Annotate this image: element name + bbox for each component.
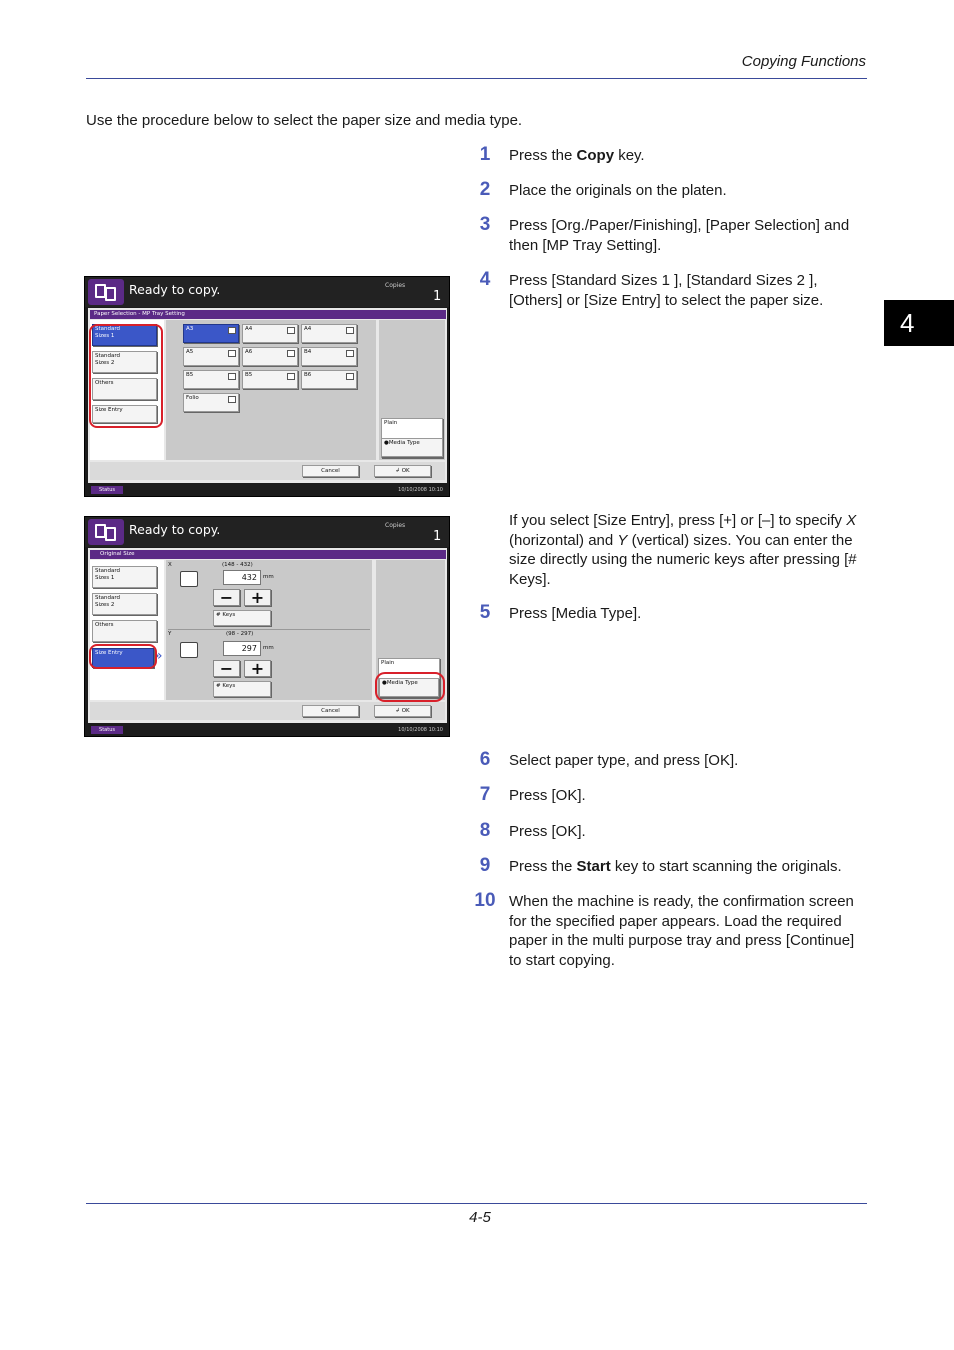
media-type-button[interactable]: ●Media Type (379, 678, 439, 697)
y-unit: mm (263, 645, 274, 651)
standard-sizes-1-button[interactable]: Standard Sizes 1 (92, 566, 157, 588)
status-strip (85, 485, 449, 496)
date-time: 10/10/2008 10:10 (398, 487, 443, 493)
step-text: Press [Standard Sizes 1 ], [Standard Sizes 2 ], [Others] or [Size Entry] to select the paper size. (509, 272, 824, 309)
size-b4-button[interactable]: B4 (301, 347, 357, 366)
ok-button[interactable]: ↲ OK (374, 465, 431, 477)
x-value-field[interactable]: 432 (223, 570, 261, 585)
copies-label: Copies (385, 282, 406, 289)
size-b6-button[interactable]: B6 (301, 370, 357, 389)
step-number: 2 (479, 179, 491, 200)
y-value-field[interactable]: 297 (223, 641, 261, 656)
size-b5r-button[interactable]: B5 (242, 370, 298, 389)
panel-body (88, 548, 447, 723)
chapter-tab: 4 (884, 300, 954, 346)
step-number: 1 (479, 144, 491, 165)
panel-body (88, 308, 447, 483)
size-entry-button[interactable]: Size Entry (92, 405, 157, 423)
size-a3-button[interactable]: A3 (183, 324, 239, 343)
size-entry-button[interactable]: Size Entry (92, 648, 154, 668)
x-minus-button[interactable]: − (213, 589, 240, 606)
paper-x-icon (180, 571, 198, 587)
size-a6-button[interactable]: A6 (242, 347, 298, 366)
step-text: Press the Start key to start scanning the originals. (509, 858, 842, 875)
intro-text: Use the procedure below to select the paper size and media type. (86, 112, 523, 129)
panel-bottom-bar (90, 462, 445, 480)
cancel-button[interactable]: Cancel (302, 705, 359, 717)
y-minus-button[interactable]: − (213, 660, 240, 677)
standard-sizes-2-button[interactable]: Standard Sizes 2 (92, 593, 157, 615)
panel-screen-original-size (84, 516, 450, 737)
step-number: 10 (474, 890, 496, 911)
step-text: Press [OK]. (509, 823, 586, 840)
panel-top-bar (85, 277, 449, 307)
media-value: Plain (384, 420, 398, 426)
step-number: 8 (479, 820, 491, 841)
size-b5-button[interactable]: B5 (183, 370, 239, 389)
x-range: (148 - 432) (222, 562, 253, 568)
step-number: 9 (479, 855, 491, 876)
divider (168, 629, 370, 630)
header-rule (86, 78, 867, 79)
running-header: Copying Functions (741, 53, 866, 70)
size-folio-button[interactable]: Folio (183, 393, 239, 412)
size-entry-note: If you select [Size Entry], press [+] or [–] to specify X (horizontal) and Y (vertical) sizes. You can enter the size directly using the numeric keys after pressing [# Keys]. (509, 512, 857, 588)
step-text: Press [OK]. (509, 787, 586, 804)
size-category-column (90, 560, 164, 700)
copy-icon (88, 519, 124, 545)
standard-sizes-2-button[interactable]: Standard Sizes 2 (92, 351, 157, 373)
panel-title-bar: Original Size (90, 550, 446, 559)
footer-rule (86, 1203, 867, 1204)
panel-top-bar (85, 517, 449, 547)
media-column (379, 320, 445, 460)
ready-message: Ready to copy. (129, 522, 221, 537)
copies-value: 1 (433, 529, 442, 544)
page-number: 4-5 (469, 1209, 491, 1226)
others-button[interactable]: Others (92, 620, 157, 642)
size-entry-area (166, 560, 372, 700)
ready-message: Ready to copy. (129, 282, 221, 297)
highlight-ring (89, 324, 163, 428)
standard-sizes-1-button[interactable]: Standard Sizes 1 (92, 324, 157, 346)
step-number: 7 (479, 784, 491, 805)
step-text: When the machine is ready, the confirmation screen for the specified paper appears. Load the required paper in the multi purpose tray and press [Continue] to start copying. (509, 893, 855, 969)
step-number: 6 (479, 749, 491, 770)
chevron-right-icon: » (154, 648, 163, 664)
x-unit: mm (263, 574, 274, 580)
media-value: Plain (381, 660, 395, 666)
step-number: 5 (479, 602, 491, 623)
panel-title-bar: Paper Selection - MP Tray Setting (90, 310, 446, 319)
status-strip (85, 725, 449, 736)
ok-button[interactable]: ↲ OK (374, 705, 431, 717)
copies-value: 1 (433, 289, 442, 304)
size-a4-button[interactable]: A4 (242, 324, 298, 343)
x-axis-label: X (168, 562, 172, 568)
step-text: Select paper type, and press [OK]. (509, 752, 739, 769)
step-text: Place the originals on the platen. (509, 182, 727, 199)
step-number: 3 (479, 214, 491, 235)
status-button[interactable]: Status (91, 486, 123, 494)
highlight-ring (89, 644, 157, 669)
y-plus-button[interactable]: + (244, 660, 271, 677)
copies-label: Copies (385, 522, 406, 529)
x-plus-button[interactable]: + (244, 589, 271, 606)
paper-y-icon (180, 642, 198, 658)
highlight-ring (375, 672, 445, 702)
step-text: Press [Media Type]. (509, 605, 642, 622)
y-numeric-keys-button[interactable]: # Keys (213, 681, 271, 697)
size-a4r-button[interactable]: A4 (301, 324, 357, 343)
panel-bottom-bar (90, 702, 445, 720)
cancel-button[interactable]: Cancel (302, 465, 359, 477)
step-text: Press [Org./Paper/Finishing], [Paper Selection] and then [MP Tray Setting]. (509, 217, 850, 254)
y-range: (98 - 297) (226, 631, 254, 637)
size-a5-button[interactable]: A5 (183, 347, 239, 366)
status-button[interactable]: Status (91, 726, 123, 734)
others-button[interactable]: Others (92, 378, 157, 400)
media-type-button[interactable]: ●Media Type (381, 438, 443, 457)
copy-icon (88, 279, 124, 305)
x-numeric-keys-button[interactable]: # Keys (213, 610, 271, 626)
y-axis-label: Y (168, 631, 172, 637)
step-text: Press the Copy key. (509, 147, 645, 164)
step-number: 4 (479, 269, 491, 290)
size-grid (166, 320, 376, 460)
date-time: 10/10/2008 10:10 (398, 727, 443, 733)
panel-screen-paper-selection (84, 276, 450, 497)
